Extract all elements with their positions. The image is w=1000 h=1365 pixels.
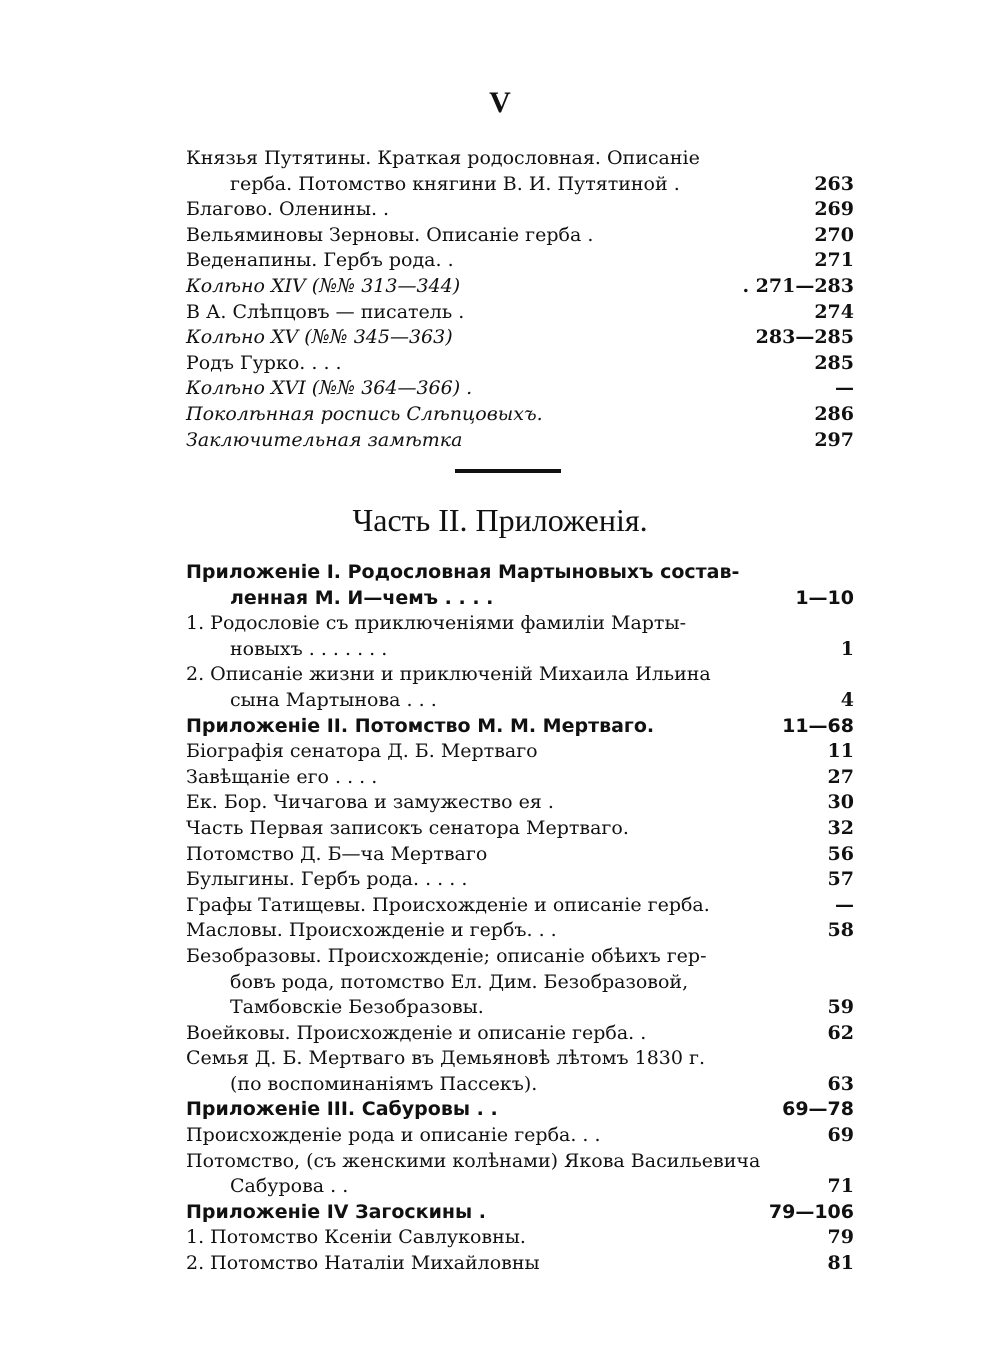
toc-entry-title [186, 223, 814, 249]
toc-entry-page: 263 [814, 172, 854, 195]
toc-entry-page: 58 [827, 919, 854, 942]
toc-entry-title [186, 402, 814, 428]
toc-entry-line: Благово. Оленины. . [186, 198, 390, 221]
toc-entry-page: 69 [827, 1124, 854, 1147]
toc-entry-title [186, 146, 814, 197]
toc-entry-line: ленная М. И—чемъ . . . . [230, 586, 494, 609]
toc-entry-line: Потомство Д. Б—ча Мертваго [186, 842, 488, 865]
toc-entry-line: Часть Первая записокъ сенатора Мертваго. [186, 816, 629, 839]
toc-entry-page: 27 [827, 765, 854, 788]
toc-entry-title [186, 816, 828, 842]
toc-entry-title [186, 1225, 828, 1251]
toc-entry [186, 351, 854, 377]
toc-entry-line: Приложеніе I. Родословная Мартыновыхъ состав- [186, 561, 740, 583]
toc-entry-line: 1. Родословіе съ приключеніями фамиліи Марты- [186, 612, 686, 635]
toc-entry [186, 1046, 854, 1097]
toc-entry-page: 4 [840, 688, 854, 711]
toc-entry [186, 1251, 854, 1277]
toc-entry-line: Тамбовскіе Безобразовы. [230, 996, 484, 1019]
toc-entry [186, 714, 854, 740]
toc-entry-page: — [835, 893, 854, 916]
toc-entry-line: Приложеніе III. Сабуровы . . [186, 1098, 498, 1121]
toc-entry-title [186, 714, 782, 740]
toc-entry-page: 286 [814, 402, 854, 425]
toc-entry-line: 1. Потомство Ксеніи Савлуковны. [186, 1226, 526, 1249]
toc-entry [186, 300, 854, 326]
toc-entry [186, 662, 854, 713]
toc-entry-line: Заключительная замѣтка [186, 428, 463, 451]
toc-entry-line: Князья Путятины. Краткая родословная. Описаніе [186, 147, 700, 169]
toc-entry [186, 1123, 854, 1149]
toc-entry-page: 57 [827, 868, 854, 891]
toc-entry-page: 283—285 [755, 326, 854, 349]
toc-entry [186, 893, 854, 919]
toc-entry-page: 274 [814, 300, 854, 323]
toc-entry-page: 1 [840, 637, 854, 660]
toc-entry-line: Колѣно XV (№№ 345—363) [186, 326, 453, 349]
toc-entry-title [186, 842, 828, 868]
toc-entry-page: 81 [827, 1252, 854, 1275]
toc-entry-title [186, 893, 835, 919]
toc-entry-title [186, 867, 828, 893]
toc-entry-line: Графы Татищевы. Происхожденіе и описаніе герба. [186, 893, 710, 916]
toc-entry-title [186, 765, 828, 791]
page-number: V [489, 86, 511, 119]
toc-entry [186, 611, 854, 662]
toc-entry-title [186, 325, 756, 351]
toc-entry-line: бовъ рода, потомство Ел. Дим. Безобразовой, [230, 970, 689, 993]
toc-entry-page: 11 [827, 740, 854, 763]
toc-entry-title [186, 1149, 828, 1200]
toc-entry [186, 867, 854, 893]
toc-entry [186, 842, 854, 868]
toc-entry-line: Семья Д. Б. Мертваго въ Демьяновѣ лѣтомъ 1830 г. [186, 1047, 706, 1070]
toc-entry-page: 1—10 [795, 586, 854, 609]
toc-entry-page: 69—78 [782, 1098, 854, 1121]
toc-entry-line: Завѣщаніе его . . . . [186, 765, 378, 788]
toc-entry-line: (по воспоминаніямъ Пассекъ). [230, 1072, 538, 1095]
toc-entry-line: сына Мартынова . . . [230, 688, 437, 711]
toc-entry-page: 11—68 [782, 714, 854, 737]
toc-entry-title [186, 300, 814, 326]
toc-entry [186, 1097, 854, 1123]
toc-entry [186, 790, 854, 816]
toc-entry [186, 325, 854, 351]
toc-entry [186, 402, 854, 428]
toc-entry [186, 816, 854, 842]
table-of-contents-part-2 [186, 560, 854, 1277]
toc-entry [186, 1200, 854, 1226]
toc-entry-title [186, 790, 828, 816]
toc-entry-line: Масловы. Происхожденіе и гербъ. . . [186, 919, 557, 942]
toc-entry-page: 62 [827, 1021, 854, 1044]
toc-entry-page: 285 [814, 351, 854, 374]
section-divider [455, 469, 561, 473]
toc-entry-line: Приложеніе II. Потомство М. М. Мертваго. [186, 714, 655, 737]
toc-entry [186, 428, 854, 454]
toc-entry-page: 270 [814, 223, 854, 246]
toc-entry-line: новыхъ . . . . . . . [230, 637, 388, 660]
toc-entry [186, 765, 854, 791]
toc-entry-title [186, 428, 814, 454]
toc-entry-title [186, 197, 814, 223]
toc-entry-title [186, 1251, 828, 1277]
toc-entry-title [186, 1097, 782, 1123]
toc-entry-page: 59 [827, 996, 854, 1019]
toc-entry-title [186, 1200, 769, 1226]
toc-entry-line: 2. Потомство Наталіи Михайловны [186, 1252, 540, 1275]
toc-entry-line: Родъ Гурко. . . . [186, 351, 342, 374]
toc-entry-title [186, 1021, 828, 1047]
toc-entry-line: Біографія сенатора Д. Б. Мертваго [186, 740, 538, 763]
toc-entry [186, 1225, 854, 1251]
toc-entry [186, 146, 854, 197]
toc-entry [186, 918, 854, 944]
toc-entry-line: Вельяминовы Зерновы. Описаніе герба . [186, 223, 594, 246]
toc-entry-line: Булыгины. Гербъ рода. . . . . [186, 868, 468, 891]
toc-entry-line: герба. Потомство княгини В. И. Путятиной . [230, 172, 680, 195]
toc-entry-page: 63 [827, 1072, 854, 1095]
toc-entry-line: 2. Описаніе жизни и приключеній Михаила Ильина [186, 663, 711, 686]
toc-entry-title [186, 248, 814, 274]
toc-entry-title [186, 662, 841, 713]
table-of-contents-part-1 [186, 146, 854, 453]
toc-entry [186, 739, 854, 765]
toc-entry [186, 560, 854, 611]
toc-entry-line: Колѣно XIV (№№ 313—344) [186, 274, 461, 297]
toc-entry-page: 297 [814, 428, 854, 451]
toc-entry-line: Колѣно XVI (№№ 364—366) . [186, 377, 473, 400]
toc-entry-page: 71 [827, 1175, 854, 1198]
toc-entry-title [186, 274, 742, 300]
toc-entry-line: Безобразовы. Происхожденіе; описаніе обѣихъ гер- [186, 944, 707, 967]
toc-entry-page: 271 [814, 249, 854, 272]
toc-entry-line: Потомство, (съ женскими колѣнами) Якова Васильевича [186, 1149, 761, 1172]
toc-entry-page: 30 [827, 791, 854, 814]
toc-entry [186, 197, 854, 223]
toc-entry-page: 32 [827, 816, 854, 839]
toc-entry [186, 376, 854, 402]
toc-entry-page: . 271—283 [742, 274, 854, 297]
toc-entry-line: Происхожденіе рода и описаніе герба. . . [186, 1124, 601, 1147]
toc-entry [186, 248, 854, 274]
toc-entry-line: Воейковы. Происхожденіе и описаніе герба. . [186, 1021, 647, 1044]
toc-entry-page: 79—106 [768, 1200, 854, 1223]
toc-entry-title [186, 1123, 828, 1149]
toc-entry [186, 1149, 854, 1200]
toc-entry-title [186, 376, 835, 402]
toc-entry-page: 56 [827, 842, 854, 865]
toc-entry [186, 1021, 854, 1047]
toc-entry [186, 223, 854, 249]
toc-entry-page: 269 [814, 198, 854, 221]
toc-entry-line: Веденапины. Гербъ рода. . [186, 249, 454, 272]
section-heading: Часть II. Приложенія. [352, 502, 648, 538]
toc-entry-page: 79 [827, 1226, 854, 1249]
toc-entry-line: Поколѣнная роспись Слѣпцовыхъ. [186, 402, 543, 425]
toc-entry-title [186, 560, 795, 611]
toc-entry-page: — [835, 377, 854, 400]
toc-entry [186, 274, 854, 300]
toc-entry-line: Ек. Бор. Чичагова и замужество ея . [186, 791, 554, 814]
toc-entry-title [186, 918, 828, 944]
toc-entry-line: Сабурова . . [230, 1175, 349, 1198]
toc-entry-title [186, 1046, 828, 1097]
toc-entry-title [186, 611, 841, 662]
toc-entry-title [186, 351, 814, 377]
toc-entry-line: В А. Слѣпцовъ — писатель . [186, 300, 465, 323]
toc-entry-title [186, 944, 828, 1021]
toc-entry-title [186, 739, 828, 765]
toc-entry-line: Приложеніе IV Загоскины . [186, 1200, 487, 1223]
toc-entry [186, 944, 854, 1021]
